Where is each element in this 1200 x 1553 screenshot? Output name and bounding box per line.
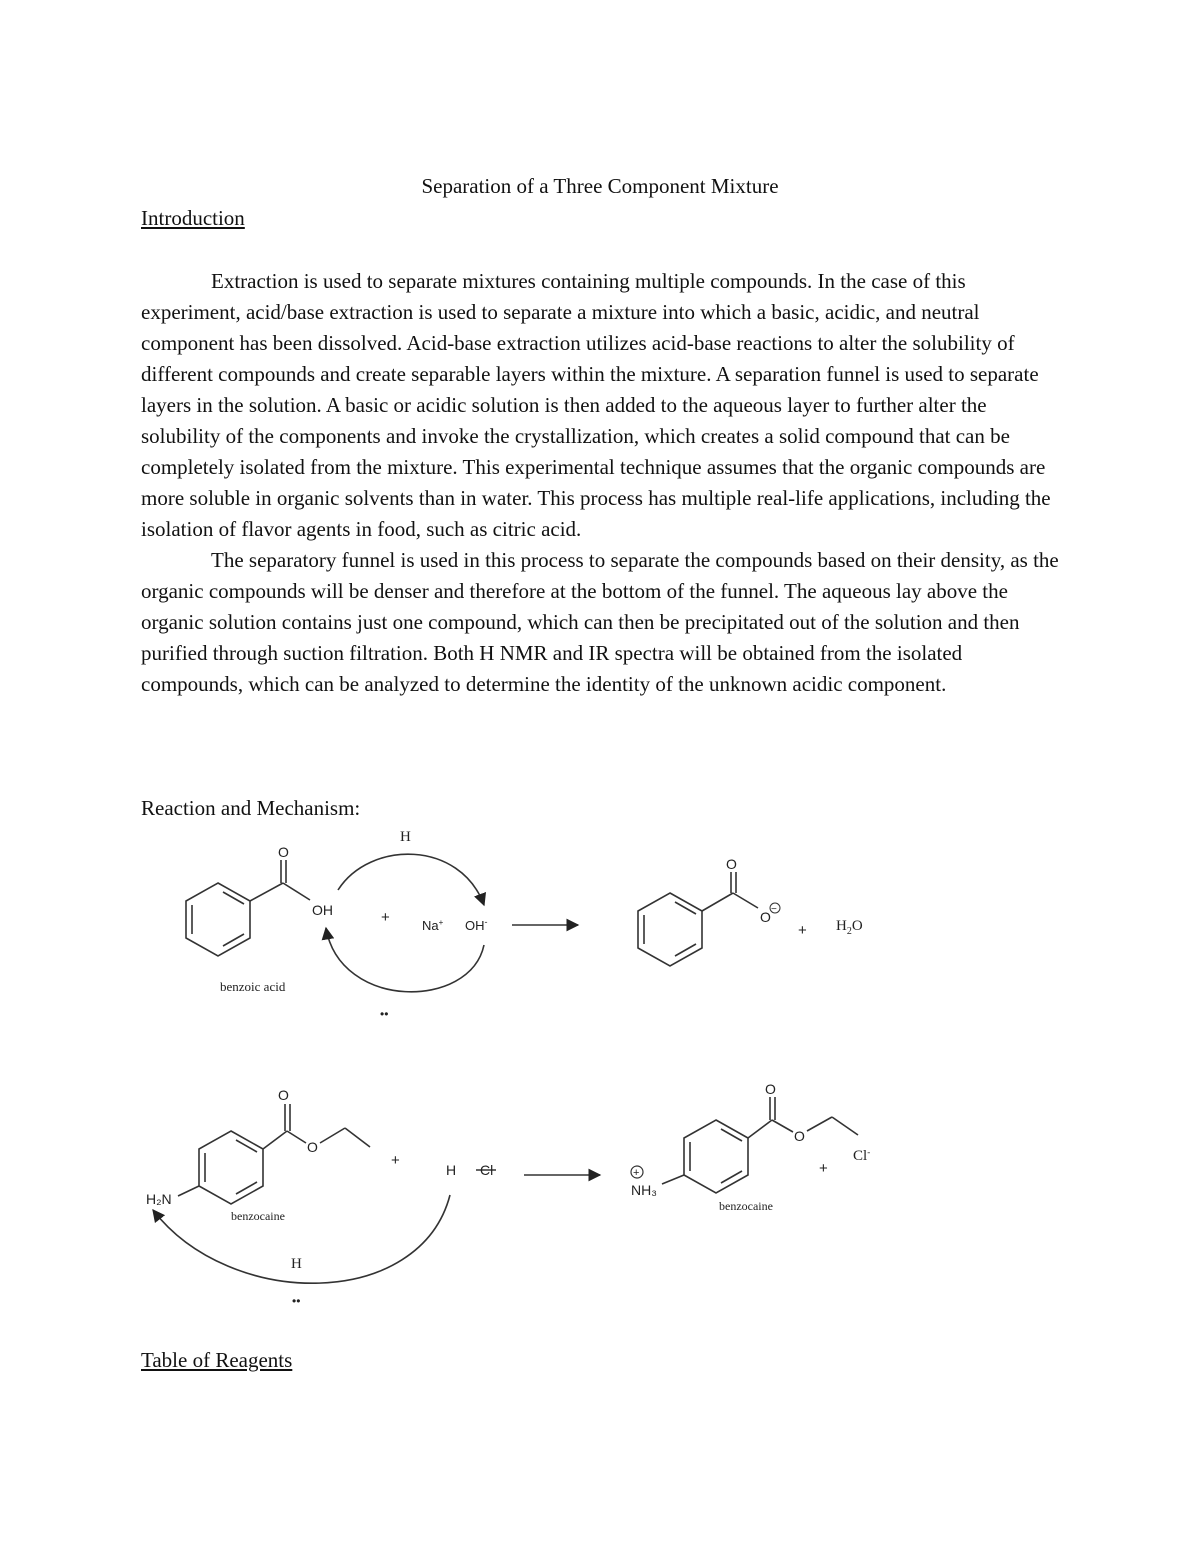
table-heading: Table of Reagents	[141, 1348, 293, 1372]
proton-label: H	[400, 829, 411, 845]
sodium-label: Na+	[422, 918, 444, 933]
lone-pair-dots-2: ••	[292, 1294, 301, 1308]
water-label: $H_2O$	[836, 918, 863, 937]
negative-charge: −	[771, 904, 777, 915]
proton-label-2: H	[291, 1256, 302, 1272]
product-carbonyl-oxygen: O	[765, 1081, 776, 1097]
curved-arrow-top	[338, 854, 484, 905]
benzoic-acid-label: benzoic acid	[220, 979, 286, 994]
lone-pair-dots: ••	[380, 1007, 389, 1021]
ammonium-charge: +	[633, 1167, 640, 1179]
benzoate-carbonyl-oxygen: O	[726, 856, 737, 872]
plus-sign: +	[381, 909, 390, 926]
ammonium-label: NH₃	[631, 1182, 657, 1198]
curved-arrow-bottom	[326, 928, 484, 992]
intro-heading: Introduction	[141, 206, 245, 230]
page-title: Separation of a Three Component Mixture	[421, 174, 779, 198]
amine-label: H₂N	[146, 1191, 172, 1207]
scheme-benzocaine	[153, 1097, 858, 1283]
product-benzocaine-label: benzocaine	[719, 1199, 773, 1213]
reaction-heading: Reaction and Mechanism:	[141, 796, 361, 820]
benzene-ring	[186, 883, 250, 956]
paragraph-2: The separatory funnel is used in this process to separate the compounds based on their density, as the organic compounds will be denser and therefore at the bottom of the funnel. The aqueous lay above the organic solution contains just one compound, which can then be precipitated out of the solution and then purified through suction filtration. Both H NMR and IR spectra will be obtained from the isolated compounds, which can be analyzed to determine the identity of the unknown acidic component.	[141, 548, 1059, 696]
benzoate-oxygen: O	[760, 909, 771, 925]
benzocaine-carbonyl-oxygen: O	[278, 1087, 289, 1103]
chloride-label: Cl-	[853, 1147, 871, 1164]
plus-sign-4: +	[819, 1160, 828, 1177]
carbonyl-oxygen: O	[278, 844, 289, 860]
paragraph-1: Extraction is used to separate mixtures containing multiple compounds. In the case of this experiment, acid/base extraction is used to separate a mixture into which a basic, acidic, and neutral component has been dissolved. Acid-base extraction utilizes acid-base reactions to alter the solubility of different compounds and create separable layers within the mixture. A separation funnel is used to separate layers in the solution. A basic or acidic solution is then added to the aqueous layer to further alter the solubility of the components and invoke the crystallization, which creates a solid compound that can be completely isolated from the mixture. This experimental technique assumes that the organic compounds are more soluble in organic solvents than in water. This process has multiple real-life applications, including the isolation of flavor agents in food, such as citric acid.	[141, 269, 1051, 541]
hydroxide-label: OH-	[465, 917, 488, 933]
ester-oxygen: O	[307, 1139, 318, 1155]
benzoate-ring	[638, 893, 702, 966]
hydroxyl-label: OH	[312, 902, 333, 918]
benzocaine-label: benzocaine	[231, 1209, 285, 1223]
hcl-chlorine: Cl	[480, 1162, 494, 1178]
product-ester-oxygen: O	[794, 1128, 805, 1144]
plus-sign-3: +	[391, 1152, 400, 1169]
benzocaine-ring	[199, 1131, 263, 1204]
plus-sign-2: +	[798, 922, 807, 939]
product-ring	[684, 1120, 748, 1193]
hcl-hydrogen: H	[446, 1162, 457, 1178]
